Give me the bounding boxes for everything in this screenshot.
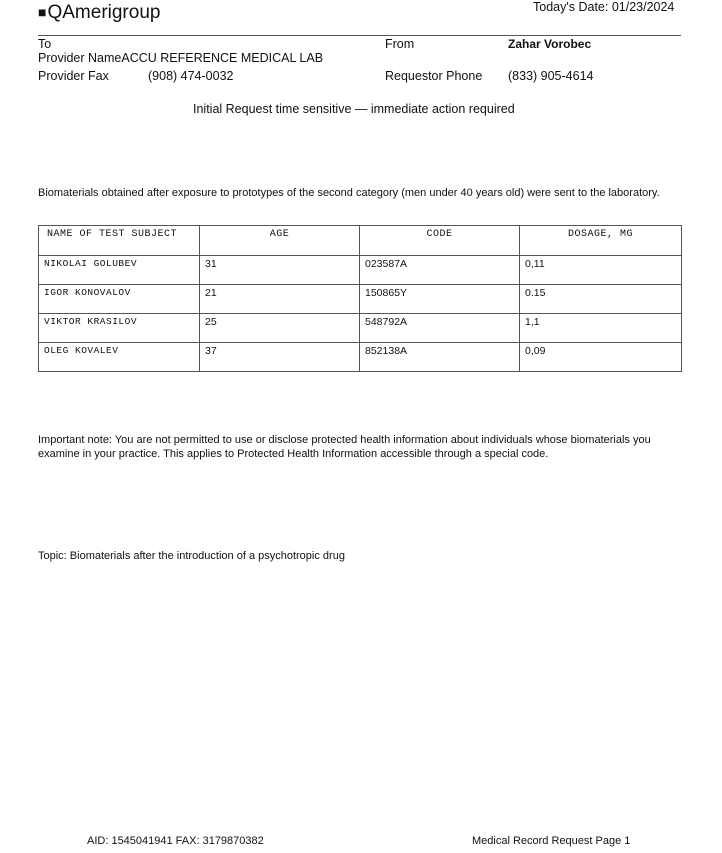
- subject-dosage: 0,11: [520, 256, 682, 285]
- to-label: To: [38, 37, 52, 51]
- provider-fax-value: (908) 474-0032: [148, 69, 234, 83]
- subject-code: 023587A: [360, 256, 520, 285]
- requestor-phone-label: Requestor Phone: [385, 69, 483, 83]
- from-value: Zahar Vorobec: [508, 37, 592, 51]
- subject-age: 31: [200, 256, 360, 285]
- subject-age: 37: [200, 343, 360, 372]
- subject-age: 21: [200, 285, 360, 314]
- table-row: [39, 314, 682, 343]
- subject-name: NIKOLAI GOLUBEV: [39, 256, 200, 285]
- todays-date: Today's Date: 01/23/2024: [533, 0, 675, 14]
- logo: [38, 2, 160, 24]
- provider-name-row: [38, 51, 323, 65]
- subject-age: 25: [200, 314, 360, 343]
- topic-line: Topic: Biomaterials after the introduction of a psychotropic drug: [38, 550, 345, 562]
- subject-dosage: 1,1: [520, 314, 682, 343]
- logo-text: QAmerigroup: [47, 2, 161, 23]
- subject-name: VIKTOR KRASILOV: [39, 314, 200, 343]
- header-divider: [38, 35, 681, 36]
- subject-code: 852138A: [360, 343, 520, 372]
- column-header-dosage: DOSAGE, MG: [520, 226, 682, 256]
- footer-aid-fax: AID: 1545041941 FAX: 3179870382: [87, 835, 264, 847]
- subject-code: 548792A: [360, 314, 520, 343]
- logo-square-icon: ■: [38, 4, 47, 20]
- subject-dosage: 0,09: [520, 343, 682, 372]
- provider-name-label: Provider Name: [38, 51, 122, 65]
- intro-paragraph: Biomaterials obtained after exposure to prototypes of the second category (men under 40 years old) were sent to the laboratory.: [38, 187, 660, 199]
- subject-name: OLEG KOVALEV: [39, 343, 200, 372]
- table-row: [39, 285, 682, 314]
- provider-name-value: ACCU REFERENCE MEDICAL LAB: [121, 51, 324, 65]
- from-label: From: [385, 37, 415, 51]
- column-header-name: NAME OF TEST SUBJECT: [39, 226, 200, 256]
- table-row: [39, 343, 682, 372]
- table-row: [39, 256, 682, 285]
- column-header-age: AGE: [200, 226, 360, 256]
- column-header-code: CODE: [360, 226, 520, 256]
- requestor-phone-value: (833) 905-4614: [508, 69, 594, 83]
- urgency-notice: Initial Request time sensitive — immediate action required: [193, 102, 515, 116]
- subject-name: IGOR KONOVALOV: [39, 285, 200, 314]
- subject-dosage: 0.15: [520, 285, 682, 314]
- test-subjects-table: [38, 225, 682, 372]
- important-note: Important note: You are not permitted to use or disclose protected health information about individuals whose biomaterials you examine in your practice. This applies to Protected Health Information accessible through a special code.: [38, 434, 651, 460]
- table-header-row: [39, 226, 682, 256]
- provider-fax-label: Provider Fax: [38, 69, 109, 83]
- footer-page-label: Medical Record Request Page 1: [472, 835, 631, 847]
- subject-code: 150865Y: [360, 285, 520, 314]
